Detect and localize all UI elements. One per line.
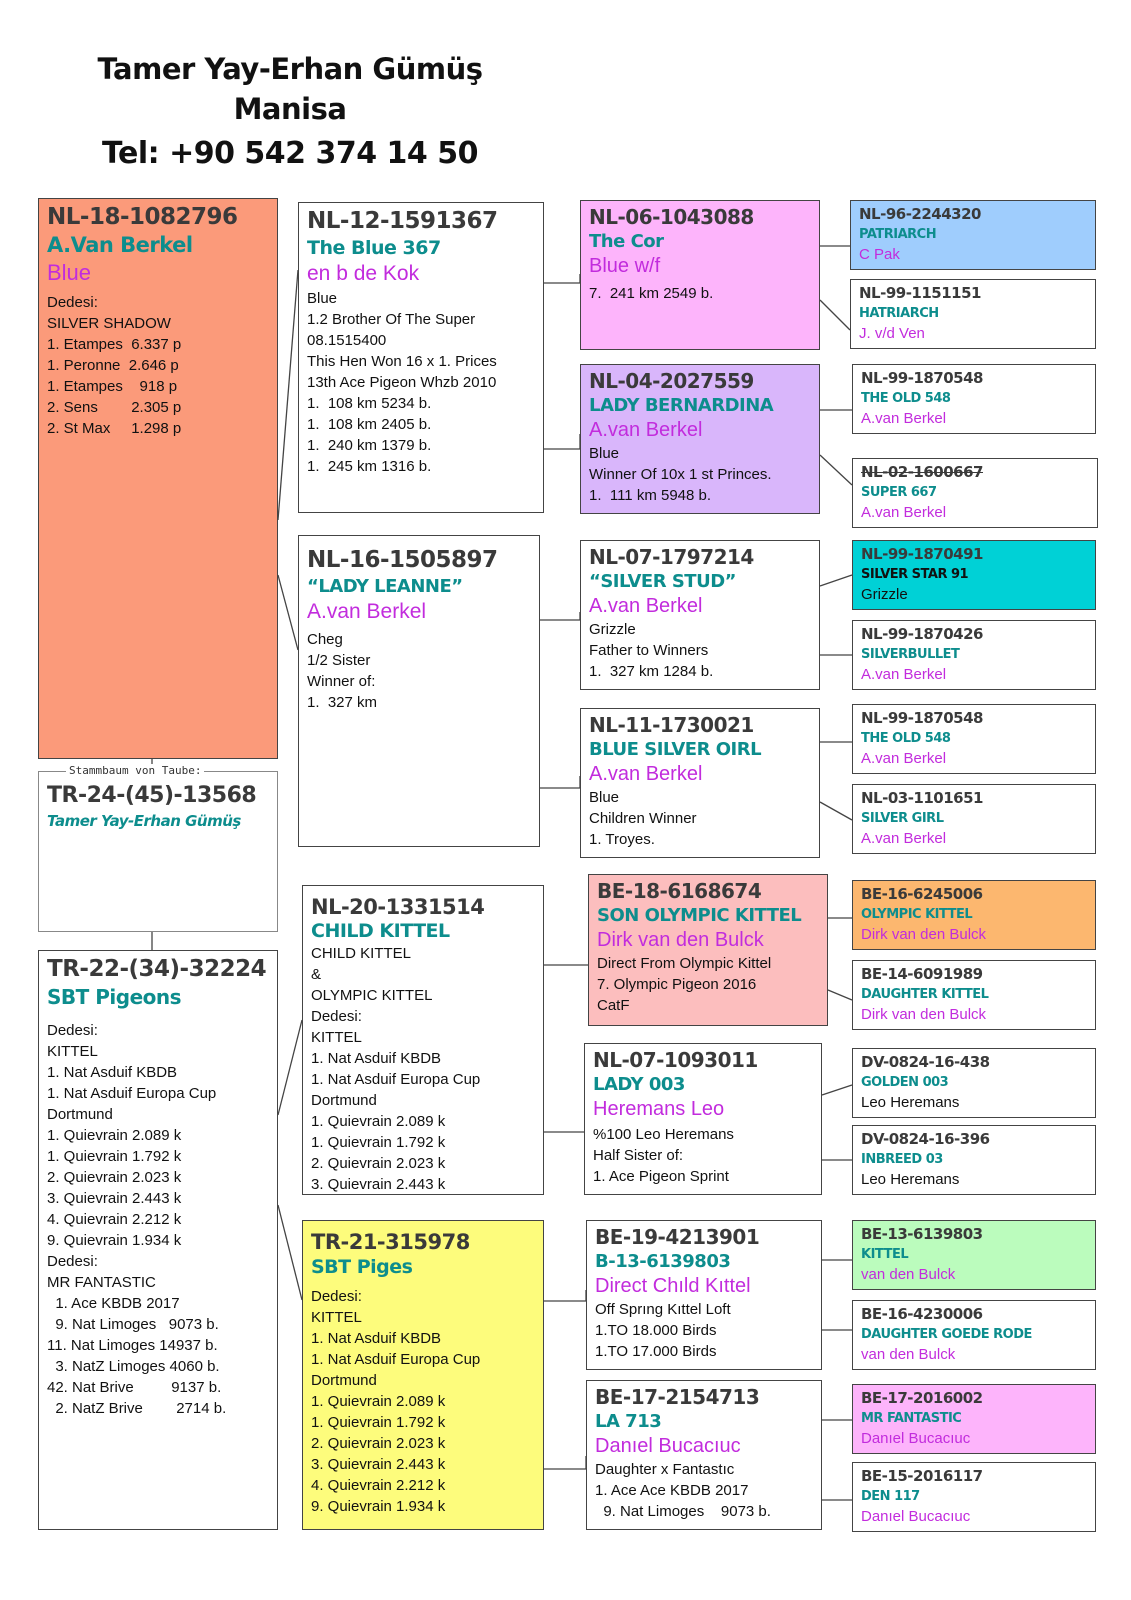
gen3-card-2[interactable] — [580, 364, 820, 514]
gen4-card-15[interactable] — [852, 1384, 1096, 1454]
detail-line: 1. Nat Asduif KBDB — [311, 1329, 442, 1347]
detail-line: 2. NatZ Brive 2714 b. — [47, 1399, 227, 1417]
detail-line: 9. Quievrain 1.934 k — [311, 1497, 446, 1515]
detail-line: 9. Quievrain 1.934 k — [47, 1231, 182, 1249]
sire-sire-card[interactable] — [298, 202, 544, 513]
sire-ring: NL-18-1082796 — [47, 204, 238, 230]
detail-line: 9. Nat Limoges 9073 b. — [47, 1315, 219, 1333]
dam-dam-card[interactable] — [302, 1220, 544, 1530]
gen3-breeder: A.van Berkel — [589, 419, 703, 442]
gen4-breeder: Leo Heremans — [861, 1171, 960, 1188]
detail-line: 11. Nat Limoges 14937 b. — [47, 1336, 218, 1354]
detail-line: Half Sister of: — [593, 1147, 684, 1165]
gen3-ring: NL-07-1797214 — [589, 545, 754, 569]
gen4-ring: NL-99-1870548 — [861, 709, 983, 727]
gen4-breeder: A.van Berkel — [861, 504, 947, 521]
detail-line: SILVER SHADOW — [47, 314, 171, 332]
detail-line: 1. 245 km 1316 b. — [307, 457, 432, 475]
detail-line: Dedesi: — [47, 1252, 98, 1270]
detail-line: KITTEL — [311, 1308, 362, 1326]
gen4-card-5[interactable] — [852, 540, 1096, 610]
sire-sire-details — [307, 288, 535, 477]
gen4-breeder: van den Bulck — [861, 1346, 956, 1363]
detail-line: 1. Ace Pigeon Sprint — [593, 1168, 729, 1186]
detail-line: 1.2 Brother Of The Super — [307, 310, 476, 328]
gen4-card-7[interactable] — [852, 704, 1096, 774]
detail-line: Dortmund — [311, 1092, 377, 1110]
gen4-card-10[interactable] — [852, 960, 1096, 1030]
detail-line: 1.TO 18.000 Birds — [595, 1322, 717, 1340]
detail-line: 1. 240 km 1379 b. — [307, 436, 432, 454]
detail-line: KITTEL — [311, 1029, 362, 1047]
gen3-card-4[interactable] — [580, 708, 820, 858]
detail-line: 3. Quievrain 2.443 k — [311, 1176, 446, 1194]
dam-sire-details — [311, 943, 535, 1195]
detail-line: 1. Quievrain 2.089 k — [311, 1113, 446, 1131]
detail-line: 9. Nat Limoges 9073 b. — [595, 1503, 771, 1521]
dam-details — [47, 1020, 269, 1419]
sire-card[interactable] — [38, 198, 278, 759]
detail-line: 2. Quievrain 2.023 k — [47, 1168, 182, 1186]
detail-line: 1. 108 km 2405 b. — [307, 415, 432, 433]
detail-line: MR FANTASTIC — [47, 1273, 156, 1291]
detail-line: & — [311, 966, 322, 984]
gen4-ring: NL-02-1600667 — [861, 463, 983, 481]
detail-line: Direct From Olympic Kittel — [597, 955, 772, 973]
gen4-ring: NL-99-1870426 — [861, 625, 983, 643]
phone-title: Tel: +90 542 374 14 50 — [102, 136, 478, 171]
detail-line: 13th Ace Pigeon Whzb 2010 — [307, 373, 497, 391]
detail-line: %100 Leo Heremans — [593, 1126, 734, 1144]
gen3-card-6[interactable] — [584, 1043, 822, 1195]
gen4-name: SUPER 667 — [861, 484, 937, 500]
city-title: Manisa — [233, 92, 347, 126]
gen4-ring: BE-17-2016002 — [861, 1389, 983, 1407]
gen4-card-11[interactable] — [852, 1048, 1096, 1118]
gen4-name: KITTEL — [861, 1246, 909, 1262]
gen3-name: B-13-6139803 — [595, 1251, 731, 1272]
dam-sire-card[interactable] — [302, 885, 544, 1195]
detail-line: 1. Quievrain 2.089 k — [311, 1392, 446, 1410]
gen4-name: THE OLD 548 — [861, 390, 951, 406]
gen3-name: The Cor — [589, 231, 664, 252]
gen3-name: LA 713 — [595, 1411, 662, 1432]
sire-dam-name: “LADY LEANNE” — [307, 575, 463, 597]
sire-dam-breeder: A.van Berkel — [307, 600, 427, 624]
gen4-name: INBREED 03 — [861, 1151, 943, 1167]
sire-dam-card[interactable] — [298, 535, 540, 847]
detail-line: Grizzle — [589, 621, 636, 639]
gen3-name: “SILVER STUD” — [589, 571, 736, 592]
gen4-card-3[interactable] — [852, 364, 1096, 434]
gen3-name: LADY 003 — [593, 1074, 685, 1095]
gen4-ring: DV-0824-16-396 — [861, 1130, 990, 1148]
detail-line: 1. Nat Asduif KBDB — [47, 1063, 178, 1081]
detail-line: 1. Ace Ace KBDB 2017 — [595, 1482, 749, 1500]
detail-line: 1. Troyes. — [589, 831, 655, 849]
detail-line: 1. 327 km — [307, 694, 378, 712]
gen4-card-1[interactable] — [850, 200, 1096, 270]
subject-label: Stammbaum von Taube: — [66, 764, 204, 777]
dam-sire-ring: NL-20-1331514 — [311, 895, 485, 919]
detail-line: CHILD KITTEL — [311, 945, 412, 963]
dam-card[interactable] — [38, 950, 278, 1530]
gen3-card-5[interactable] — [588, 874, 828, 1026]
detail-line: Blue — [589, 789, 620, 807]
detail-line: 1. Quievrain 1.792 k — [311, 1413, 446, 1431]
gen4-breeder: Danıel Bucacıuc — [861, 1430, 971, 1447]
gen4-breeder: A.van Berkel — [861, 410, 947, 427]
subject-owner: Tamer Yay-Erhan Gümüş — [47, 811, 241, 830]
subject-ring: TR-24-(45)-13568 — [47, 783, 257, 808]
gen3-breeder: Heremans Leo — [593, 1098, 725, 1121]
detail-line: 1. Etampes 6.337 p — [47, 335, 182, 353]
gen4-breeder: A.van Berkel — [861, 830, 947, 847]
detail-line: Winner Of 10x 1 st Princes. — [589, 466, 772, 484]
gen3-name: LADY BERNARDINA — [589, 395, 774, 416]
gen3-breeder: Direct Chıld Kıttel — [595, 1275, 751, 1298]
detail-line: 1. Nat Asduif Europa Cup — [311, 1071, 481, 1089]
detail-line: 1. Nat Asduif KBDB — [311, 1050, 442, 1068]
gen3-breeder: A.van Berkel — [589, 595, 703, 618]
gen4-name: OLYMPIC KITTEL — [861, 906, 973, 922]
gen4-ring: BE-14-6091989 — [861, 965, 983, 983]
detail-line: 2. Quievrain 2.023 k — [311, 1155, 446, 1173]
detail-line: Dedesi: — [311, 1287, 362, 1305]
sire-name: A.Van Berkel — [47, 232, 193, 257]
gen4-ring: NL-99-1870548 — [861, 369, 983, 387]
gen4-breeder: Danıel Bucacıuc — [861, 1508, 971, 1525]
gen3-breeder: Blue w/f — [589, 255, 661, 278]
detail-line: Cheg — [307, 631, 343, 649]
gen4-breeder: Dirk van den Bulck — [861, 1006, 987, 1023]
detail-line: Winner of: — [307, 673, 376, 691]
gen4-breeder: van den Bulck — [861, 1266, 956, 1283]
gen4-card-13[interactable] — [852, 1220, 1096, 1290]
detail-line: Off Sprıng Kıttel Loft — [595, 1301, 731, 1319]
detail-line: 1. Nat Asduif Europa Cup — [47, 1084, 217, 1102]
gen3-name: BLUE SILVER OIRL — [589, 739, 762, 760]
gen4-name: PATRIARCH — [859, 226, 937, 242]
detail-line: 7. Olympic Pigeon 2016 — [597, 976, 757, 994]
dam-dam-ring: TR-21-315978 — [311, 1230, 470, 1254]
detail-line: 1. Nat Asduif Europa Cup — [311, 1350, 481, 1368]
detail-line: CatF — [597, 997, 630, 1015]
gen4-ring: BE-16-4230006 — [861, 1305, 983, 1323]
detail-line: 1. Quievrain 1.792 k — [311, 1134, 446, 1152]
gen4-ring: DV-0824-16-438 — [861, 1053, 990, 1071]
gen4-card-12[interactable] — [852, 1125, 1096, 1195]
detail-line: 3. Quievrain 2.443 k — [311, 1455, 446, 1473]
gen4-name: DAUGHTER GOEDE RODE — [861, 1326, 1032, 1342]
detail-line: 3. Quievrain 2.443 k — [47, 1189, 182, 1207]
detail-line: Dortmund — [47, 1105, 113, 1123]
gen4-ring: NL-99-1151151 — [859, 284, 981, 302]
gen4-name: MR FANTASTIC — [861, 1410, 962, 1426]
detail-line: 1. 327 km 1284 b. — [589, 663, 714, 681]
gen3-ring: NL-06-1043088 — [589, 205, 754, 229]
gen3-ring: BE-17-2154713 — [595, 1385, 760, 1409]
gen4-breeder: Dirk van den Bulck — [861, 926, 987, 943]
detail-line: 1. Ace KBDB 2017 — [47, 1294, 180, 1312]
gen3-ring: BE-18-6168674 — [597, 879, 762, 903]
gen3-card-1[interactable] — [580, 200, 820, 350]
detail-line: 42. Nat Brive 9137 b. — [47, 1378, 222, 1396]
sire-sire-ring: NL-12-1591367 — [307, 208, 498, 234]
detail-line: Dedesi: — [47, 293, 98, 311]
dam-dam-name: SBT Piges — [311, 1256, 413, 1279]
sire-details — [47, 292, 269, 439]
dam-sire-name: CHILD KITTEL — [311, 920, 450, 943]
gen4-breeder: J. v/d Ven — [859, 325, 925, 342]
gen3-card-3[interactable] — [580, 540, 820, 690]
gen4-card-16[interactable] — [852, 1462, 1096, 1532]
gen3-ring: NL-04-2027559 — [589, 369, 754, 393]
detail-line: 1. Peronne 2.646 p — [47, 356, 179, 374]
dam-name: SBT Pigeons — [47, 984, 182, 1009]
gen4-name: GOLDEN 003 — [861, 1074, 949, 1090]
detail-line: 1. 111 km 5948 b. — [589, 487, 712, 505]
dam-dam-details — [311, 1286, 535, 1517]
gen4-card-6[interactable] — [852, 620, 1096, 690]
detail-line: Blue — [589, 445, 620, 463]
gen4-breeder: A.van Berkel — [861, 666, 947, 683]
gen4-ring: NL-03-1101651 — [861, 789, 983, 807]
gen3-name: SON OLYMPIC KITTEL — [597, 905, 802, 926]
gen4-breeder: A.van Berkel — [861, 750, 947, 767]
gen3-ring: BE-19-4213901 — [595, 1225, 760, 1249]
gen4-card-4[interactable] — [852, 458, 1098, 528]
gen3-card-8[interactable] — [586, 1380, 822, 1530]
detail-line: OLYMPIC KITTEL — [311, 987, 433, 1005]
gen4-ring: BE-16-6245006 — [861, 885, 983, 903]
gen3-ring: NL-07-1093011 — [593, 1048, 758, 1072]
detail-line: 4. Quievrain 2.212 k — [311, 1476, 446, 1494]
gen3-breeder: Danıel Bucacıuc — [595, 1435, 741, 1458]
gen4-name: HATRIARCH — [859, 305, 939, 321]
detail-line: 08.1515400 — [307, 331, 387, 349]
detail-line: Dortmund — [311, 1371, 377, 1389]
dam-ring: TR-22-(34)-32224 — [47, 956, 267, 982]
detail-line: 1. Quievrain 1.792 k — [47, 1147, 182, 1165]
detail-line: 1. Quievrain 2.089 k — [47, 1126, 182, 1144]
detail-line: 1. 108 km 5234 b. — [307, 394, 432, 412]
sire-dam-details — [307, 629, 531, 713]
gen4-card-9[interactable] — [852, 880, 1096, 950]
sire-color: Blue — [47, 260, 92, 286]
gen4-card-14[interactable] — [852, 1300, 1096, 1370]
detail-line: Children Winner — [589, 810, 697, 828]
gen4-name: SILVERBULLET — [861, 646, 960, 662]
gen4-name: DAUGHTER KITTEL — [861, 986, 989, 1002]
detail-line: Father to Winners — [589, 642, 709, 660]
detail-line: 2. Quievrain 2.023 k — [311, 1434, 446, 1452]
detail-line: 1.TO 17.000 Birds — [595, 1343, 717, 1361]
owner-title: Tamer Yay-Erhan Gümüş — [97, 52, 483, 86]
gen3-card-7[interactable] — [586, 1220, 822, 1370]
detail-line: 2. Sens 2.305 p — [47, 398, 182, 416]
gen4-name: SILVER GIRL — [861, 810, 944, 826]
gen4-name: DEN 117 — [861, 1488, 920, 1504]
gen3-breeder: Dirk van den Bulck — [597, 929, 764, 952]
detail-line: Dedesi: — [47, 1021, 98, 1039]
gen4-breeder: Grizzle — [861, 586, 908, 603]
detail-line: 7. 241 km 2549 b. — [589, 285, 714, 303]
sire-sire-name: The Blue 367 — [307, 236, 441, 259]
sire-sire-breeder: en b de Kok — [307, 262, 420, 286]
gen4-ring: BE-15-2016117 — [861, 1467, 983, 1485]
gen4-breeder: C Pak — [859, 246, 900, 263]
detail-line: This Hen Won 16 x 1. Prices — [307, 352, 497, 370]
gen4-name: SILVER STAR 91 — [861, 566, 969, 582]
gen3-ring: NL-11-1730021 — [589, 713, 754, 737]
detail-line: KITTEL — [47, 1042, 98, 1060]
gen4-ring: BE-13-6139803 — [861, 1225, 983, 1243]
detail-line: Daughter x Fantastıc — [595, 1461, 735, 1479]
detail-line: 1/2 Sister — [307, 652, 371, 670]
gen4-card-8[interactable] — [852, 784, 1096, 854]
detail-line: Blue — [307, 289, 338, 307]
gen4-breeder: Leo Heremans — [861, 1094, 960, 1111]
gen4-card-2[interactable] — [850, 279, 1096, 349]
subject-card[interactable] — [38, 771, 278, 932]
detail-line: 4. Quievrain 2.212 k — [47, 1210, 182, 1228]
detail-line: 2. St Max 1.298 p — [47, 419, 182, 437]
sire-dam-ring: NL-16-1505897 — [307, 547, 498, 573]
gen4-ring: NL-96-2244320 — [859, 205, 981, 223]
detail-line: 3. NatZ Limoges 4060 b. — [47, 1357, 220, 1375]
gen4-ring: NL-99-1870491 — [861, 545, 983, 563]
detail-line: 1. Etampes 918 p — [47, 377, 178, 395]
gen4-name: THE OLD 548 — [861, 730, 951, 746]
gen3-breeder: A.van Berkel — [589, 763, 703, 786]
detail-line: Dedesi: — [311, 1008, 362, 1026]
